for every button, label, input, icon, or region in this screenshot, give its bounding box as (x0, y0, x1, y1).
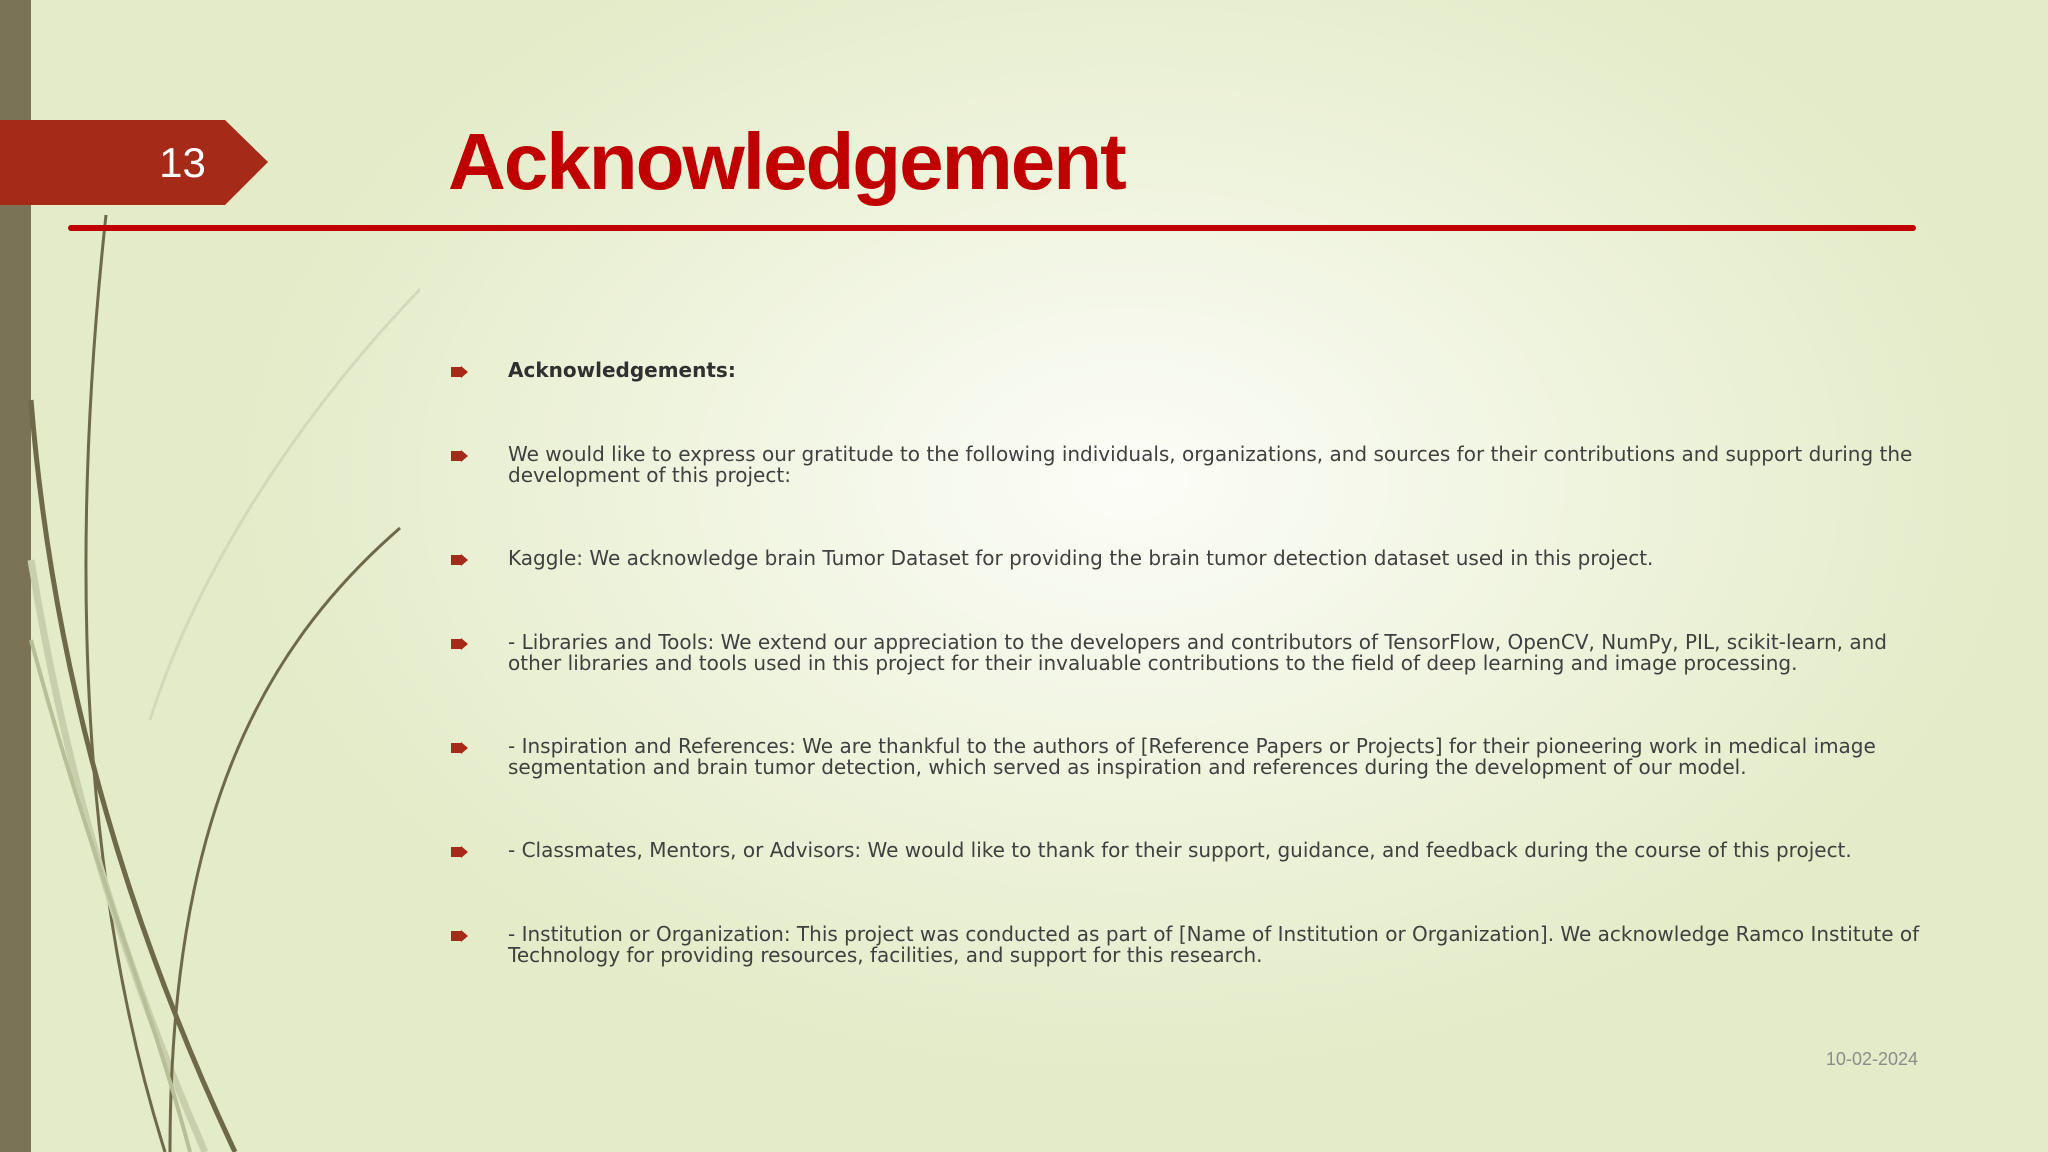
bullet-text: - Institution or Organization: This project was conducted as part of [Name of Institution or Organization]. We acknowledge Ramco Institute of Technology for providing resources, facilities, and support for this research. (508, 922, 1920, 967)
bullet-text: - Inspiration and References: We are thankful to the authors of [Reference Papers or Projects] for their pioneering work in medical image segmentation and brain tumor detection, which served as inspiration and references during the development of our model. (508, 734, 1876, 779)
arrow-bullet-icon (451, 846, 469, 858)
slide-title: Acknowledgement (448, 117, 1125, 206)
arrow-bullet-icon (451, 554, 469, 566)
bullet-text: Acknowledgements: (508, 358, 736, 382)
arrow-bullet-icon (451, 638, 469, 650)
title-underline (68, 225, 1916, 231)
arrow-bullet-icon (451, 450, 469, 462)
bullet-text: Kaggle: We acknowledge brain Tumor Dataset for providing the brain tumor detection dataset used in this project. (508, 546, 1654, 570)
arrow-bullet-icon (451, 742, 469, 754)
arrow-bullet-icon (451, 366, 469, 378)
bullet-text: We would like to express our gratitude to the following individuals, organizations, and sources for their contributions and support during the development of this project: (508, 442, 1913, 487)
slide-number: 13 (159, 139, 206, 186)
arrow-bullet-icon (451, 930, 469, 942)
slide-date: 10-02-2024 (1825, 1049, 1918, 1069)
bullet-text: - Libraries and Tools: We extend our appreciation to the developers and contributors of TensorFlow, OpenCV, NumPy, PIL, scikit-learn, and other libraries and tools used in this project for their invaluable contributions to the field of deep learning and image processing. (508, 630, 1887, 675)
bullet-text: - Classmates, Mentors, or Advisors: We would like to thank for their support, guidance, and feedback during the course of this project. (508, 838, 1852, 862)
